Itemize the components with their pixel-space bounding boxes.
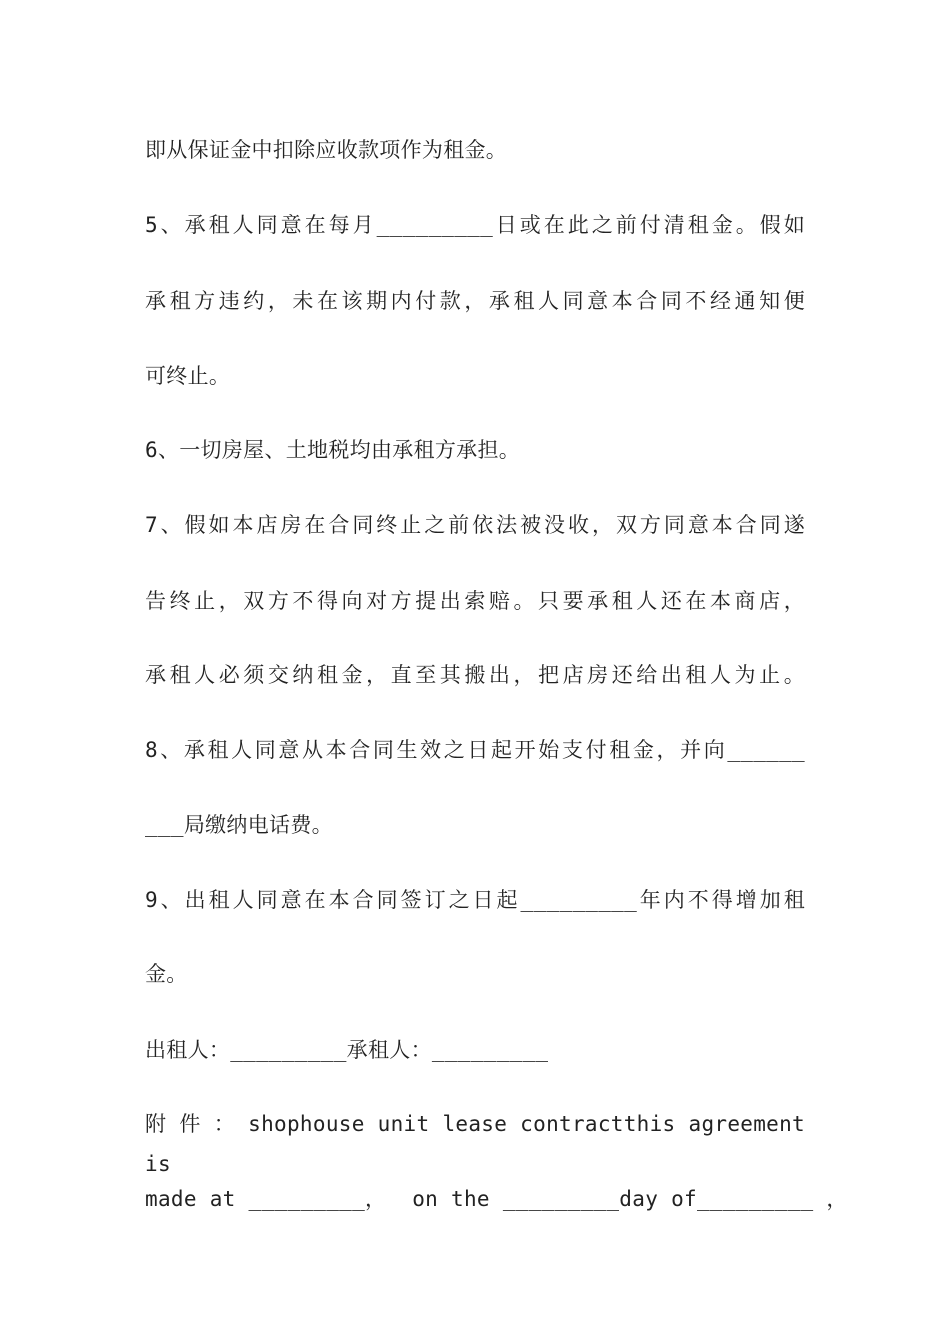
text-line: made at _________， on the _________day of_________ ， [145, 1187, 848, 1211]
text-line: 8、承租人同意从本合同生效之日起开始支付租金，并向______ [145, 738, 805, 762]
text-line: 6、一切房屋、土地税均由承租方承担。 [145, 438, 521, 462]
text-line: 承租人必须交纳租金，直至其搬出，把店房还给出租人为止。 [145, 663, 805, 687]
signature-line: 出租人：_________承租人：_________ [145, 1038, 549, 1062]
text-line: 告终止，双方不得向对方提出索赔。只要承租人还在本商店， [145, 589, 805, 613]
text-line: 金。 [145, 962, 188, 986]
text-line: 7、假如本店房在合同终止之前依法被没收，双方同意本合同遂 [145, 513, 805, 537]
text-line: 承租方违约，未在该期内付款，承租人同意本合同不经通知便 [145, 289, 805, 313]
text-line: ___局缴纳电话费。 [145, 813, 333, 837]
text-line: 可终止。 [145, 364, 231, 388]
text-line: 即从保证金中扣除应收款项作为租金。 [145, 138, 508, 162]
text-line: 5、承租人同意在每月_________日或在此之前付清租金。假如 [145, 213, 805, 237]
text-line: 附 件 ： shophouse unit lease contractthis agreement is [145, 1112, 805, 1176]
text-line: 9、出租人同意在本合同签订之日起_________年内不得增加租 [145, 888, 805, 912]
